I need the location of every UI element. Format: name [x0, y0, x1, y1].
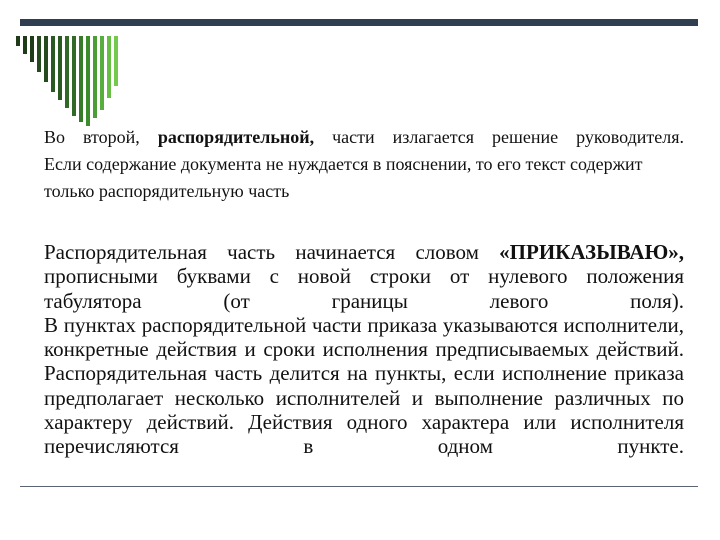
main-paragraph-2: В пунктах распорядительной части приказа указываются исполнители, конкретные действия и сроки исполнения предписываемых действий. [44, 312, 684, 362]
main-text [44, 240, 684, 459]
stripe [100, 36, 104, 110]
main-text-rest: прописными буквами с новой строки от нулевого положения табулятора (от границы левого поля). [44, 264, 684, 313]
stripe [86, 36, 90, 126]
stripe [72, 36, 76, 116]
stripe [37, 36, 41, 72]
stripe [93, 36, 97, 118]
stripe [114, 36, 118, 86]
stripe [23, 36, 27, 54]
stripe [58, 36, 62, 100]
stripe [79, 36, 83, 122]
stripe [16, 36, 20, 46]
intro-paragraph-2: Если содержание документа не нуждается в пояснении, то его текст содержит только распорядительную часть [44, 154, 643, 201]
main-paragraph-3: Распорядительная часть делится на пункты, если исполнение приказа предполагает несколько исполнителей и выполнение различных по характеру действий. Действия одного характера или исполнителя перечисляются в одном пункте. [44, 361, 684, 459]
intro-text-start: Во второй, [44, 127, 140, 147]
main-paragraph-1 [44, 240, 684, 313]
stripe [107, 36, 111, 98]
main-bold-term: «ПРИКАЗЫВАЮ», [499, 240, 684, 264]
intro-bold-term: распорядительной, [157, 127, 315, 147]
intro-text [44, 124, 684, 205]
stripe [65, 36, 69, 108]
main-text-start: Распорядительная часть начинается словом [44, 240, 479, 264]
bottom-rule [20, 486, 698, 487]
intro-text-rest: части излагается решение руководителя. [314, 127, 684, 147]
intro-paragraph-1 [44, 124, 684, 151]
stripe [51, 36, 55, 92]
stripe [30, 36, 34, 62]
top-rule [20, 19, 698, 26]
stripe [44, 36, 48, 82]
